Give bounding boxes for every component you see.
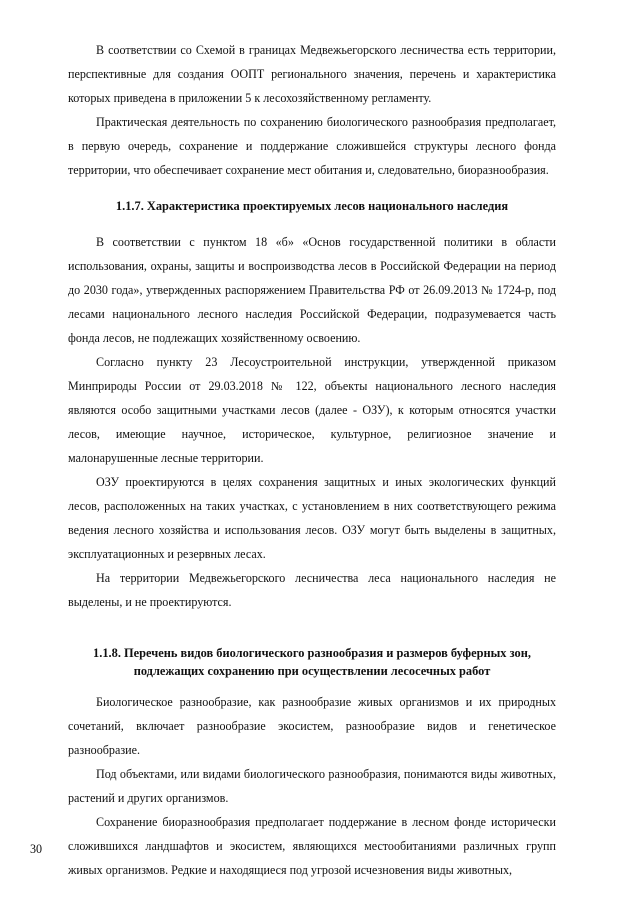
paragraph-no-heritage-forests: На территории Медвежьегорского лесничества леса национального наследия не выделены, и не проектируются. bbox=[68, 571, 556, 609]
paragraph-biodiversity-objects: Под объектами, или видами биологического разнообразия, понимаются виды животных, растений и других организмов. bbox=[68, 767, 556, 805]
document-page bbox=[68, 38, 556, 882]
section-heading-1-1-8-line2: подлежащих сохранению при осуществлении лесосечных работ bbox=[133, 664, 491, 678]
section-heading-1-1-8 bbox=[68, 644, 556, 680]
paragraph-biodiversity-practice: Практическая деятельность по сохранению биологического разнообразия предполагает, в первую очередь, сохранение и поддержание сложившейся структуры лесного фонда территории, что обеспечивает сохранение мест обитания и, следовательно, биоразнообразия. bbox=[68, 115, 556, 177]
paragraph-biodiversity-conservation: Сохранение биоразнообразия предполагает поддержание в лесном фонде исторически сложившихся ландшафтов и экосистем, являющихся местообитаниями различных групп живых организмов. Редкие и находящиеся под угрозой исчезновения виды животных, bbox=[68, 815, 556, 877]
section-heading-1-1-7: 1.1.7. Характеристика проектируемых лесов национального наследия bbox=[115, 199, 509, 213]
paragraph-forest-instruction: Согласно пункту 23 Лесоустроительной инструкции, утвержденной приказом Минприроды России от 29.03.2018 № 122, объекты национального лесного наследия являются особо защитными участками лесов (далее - ОЗУ), к которым относятся участки лесов, имеющие научное, историческое, культурное, религиозное значение и малонарушенные лесные территории. bbox=[68, 355, 556, 465]
page-number: 30 bbox=[30, 842, 43, 856]
section-heading-1-1-8-line1: 1.1.8. Перечень видов биологического разнообразия и размеров буферных зон, bbox=[93, 646, 531, 660]
paragraph-schema-territories: В соответствии со Схемой в границах Медвежьегорского лесничества есть территории, перспективные для создания ООПТ регионального значения, перечень и характеристика которых приведена в приложении 5 к лесохозяйственному регламенту. bbox=[68, 43, 556, 105]
paragraph-state-policy: В соответствии с пунктом 18 «б» «Основ государственной политики в области использования, охраны, защиты и воспроизводства лесов в Российской Федерации на период до 2030 года», утвержденных распоряжением Правительства РФ от 26.09.2013 № 1724-р, под лесами национального лесного наследия Российской Федерации, подразумевается часть фонда лесов, не подлежащих хозяйственному освоению. bbox=[68, 235, 556, 345]
paragraph-ozu-purpose: ОЗУ проектируются в целях сохранения защитных и иных экологических функций лесов, расположенных на таких участках, с установлением в них соответствующего режима ведения лесного хозяйства и использования лесов. ОЗУ могут быть выделены в защитных, эксплуатационных и резервных лесах. bbox=[68, 475, 556, 561]
paragraph-biodiversity-definition: Биологическое разнообразие, как разнообразие живых организмов и их природных сочетаний, включает разнообразие экосистем, разнообразие видов и генетическое разнообразие. bbox=[68, 695, 556, 757]
